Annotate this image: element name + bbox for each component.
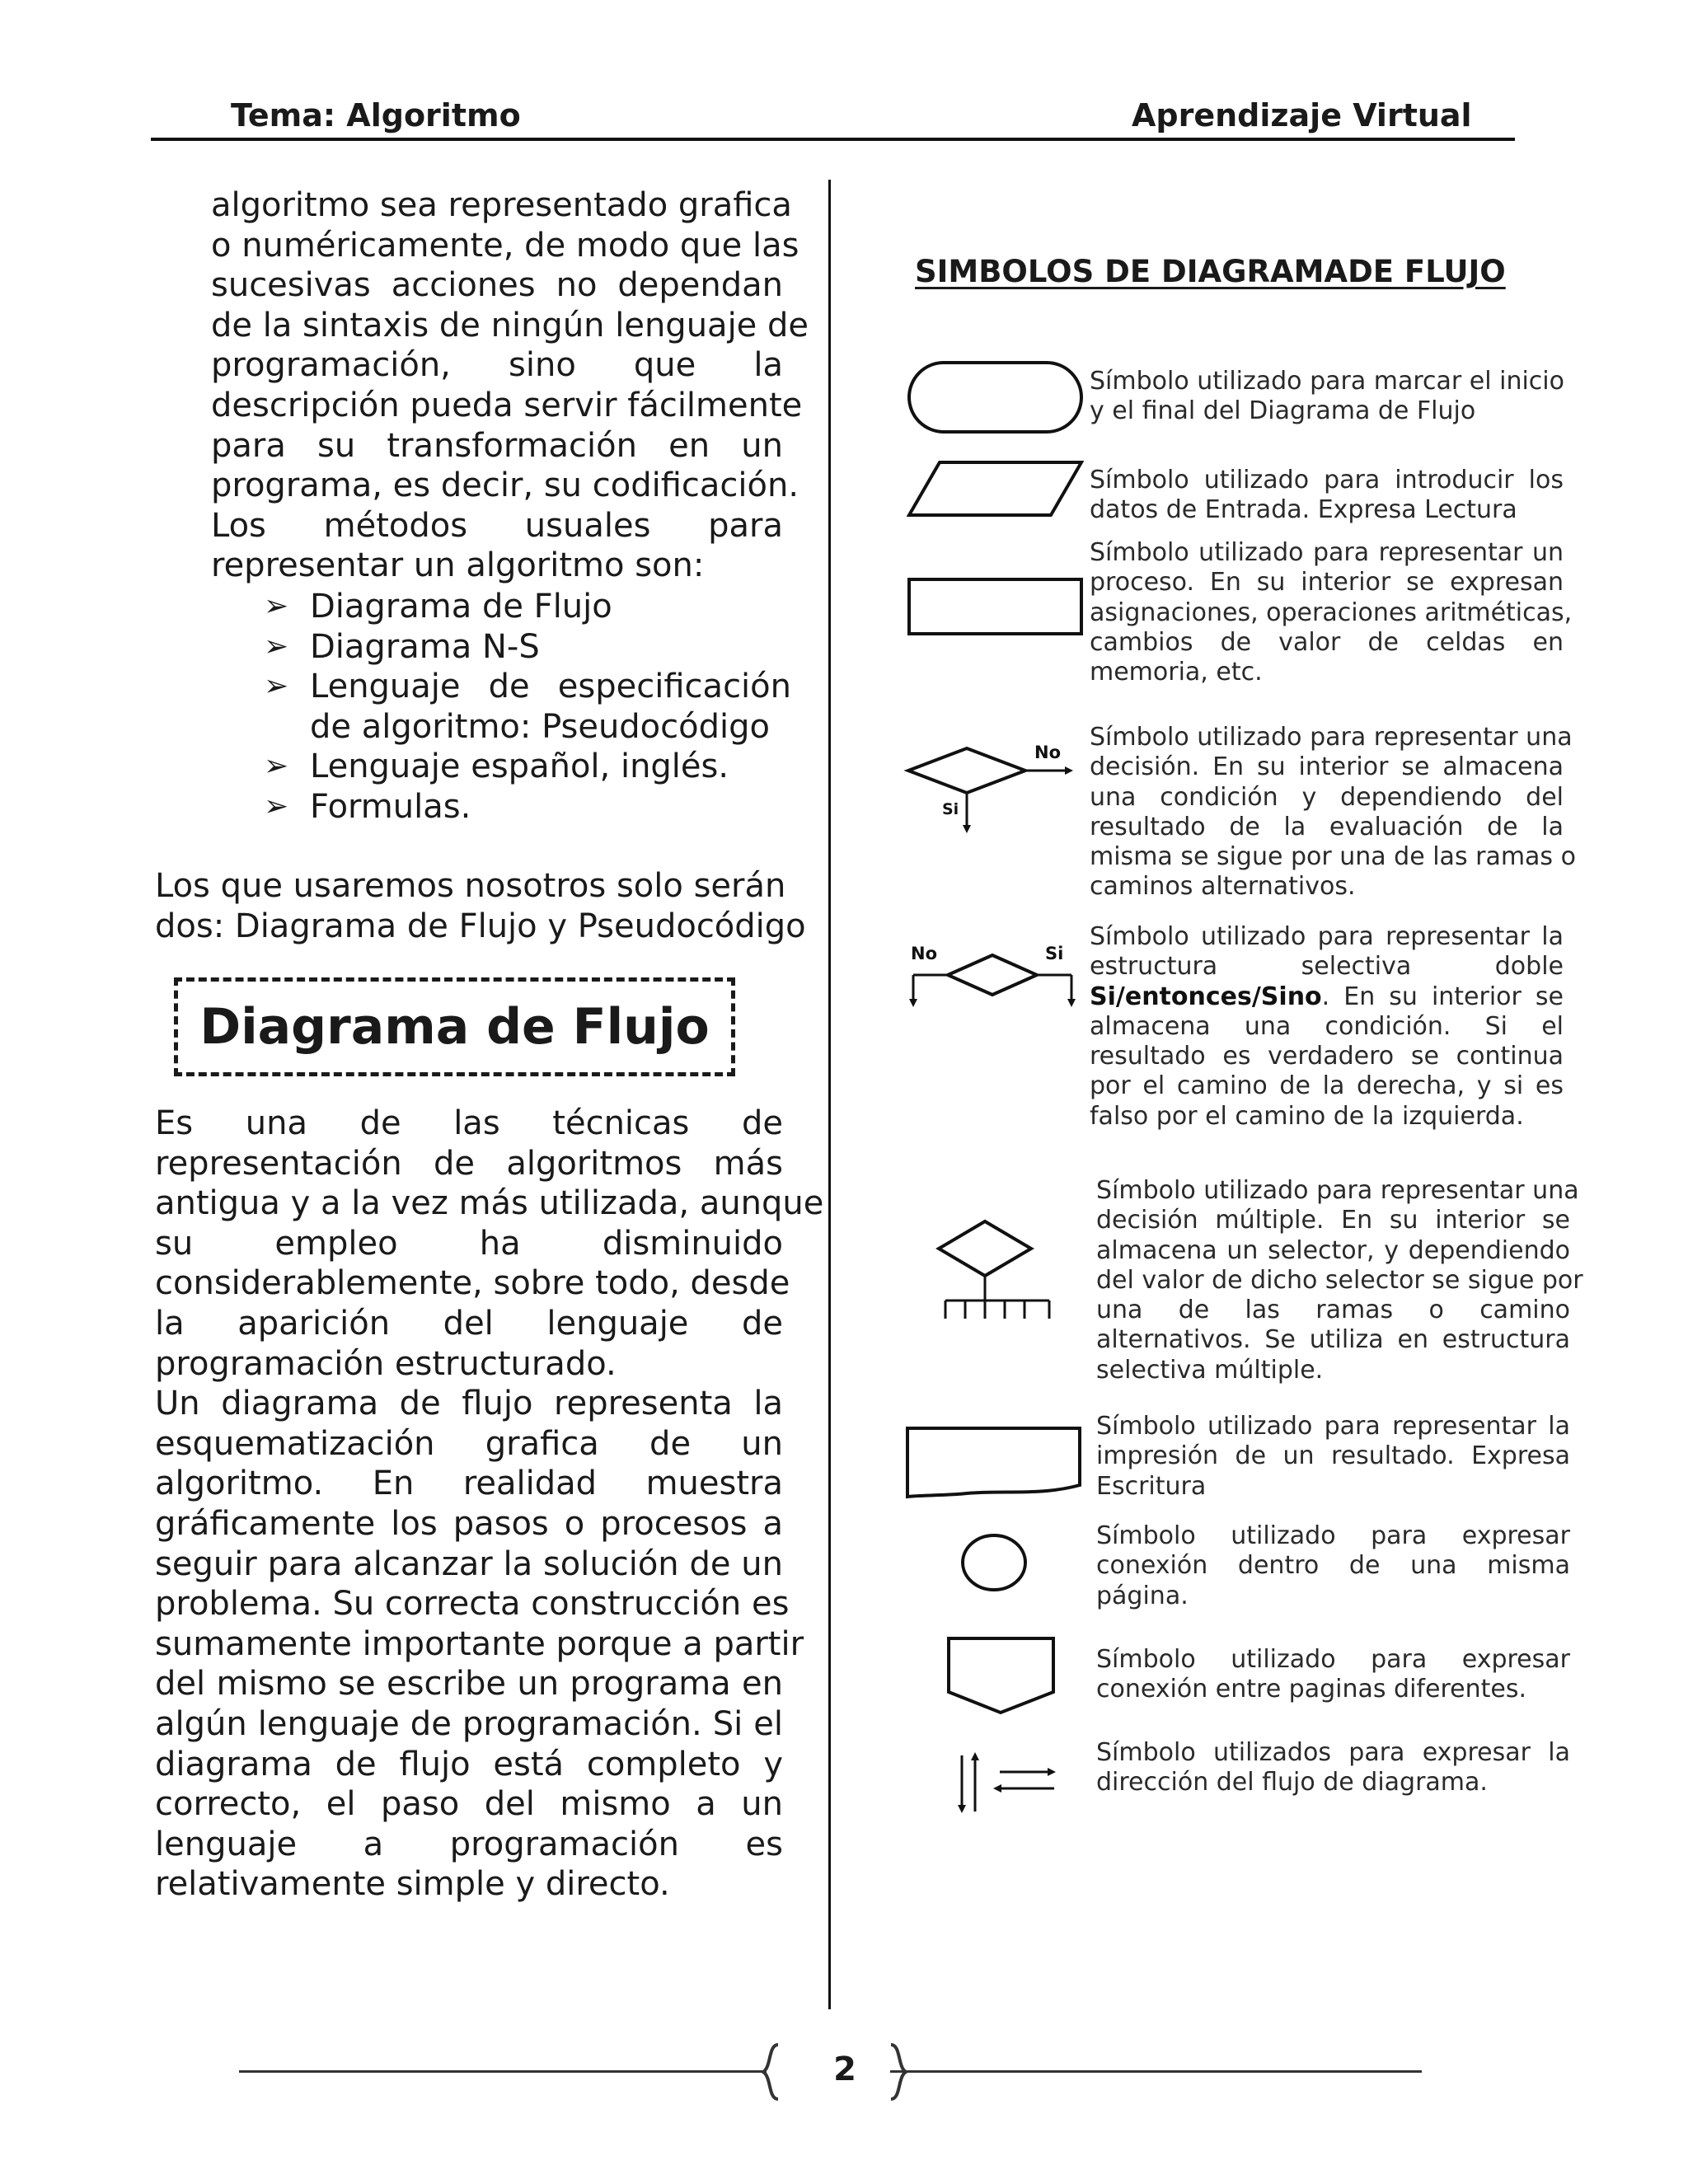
list-item: ➢ Lenguaje español, inglés. — [264, 748, 729, 786]
input-description: Símbolo utilizado para introducir los datos de Entrada. Expresa Lectura — [1090, 466, 1564, 525]
text-line: seguir para alcanzar la solución de un — [155, 1544, 783, 1583]
offpage-description: Símbolo utilizado para expresar conexión entre paginas diferentes. — [1096, 1645, 1570, 1704]
arrow-bullet-icon: ➢ — [264, 589, 289, 623]
multiple-decision-symbol-icon — [935, 1215, 1059, 1326]
text-line: de la sintaxis de ningún lenguaje de — [211, 306, 809, 344]
arrow-bullet-icon: ➢ — [264, 669, 289, 704]
text-line: diagrama de flujo está completo y — [155, 1745, 783, 1783]
text-line: para su transformación en un — [211, 426, 783, 465]
arrow-bullet-icon: ➢ — [264, 629, 289, 663]
footer-rule-left — [239, 2070, 767, 2073]
text-line: relativamente simple y directo. — [155, 1865, 670, 1904]
text-line: del mismo se escribe un programa en — [155, 1665, 783, 1704]
connector-description: Símbolo utilizado para expresar conexión dentro de una misma página. — [1096, 1521, 1570, 1610]
list-item: ➢ Lenguaje de especificación — [264, 668, 791, 706]
text-line: Los que usaremos nosotros solo serán — [155, 867, 786, 905]
left-brace-icon — [758, 2042, 783, 2102]
offpage-connector-symbol-icon — [946, 1636, 1057, 1718]
terminal-description: Símbolo utilizado para marcar el inicio y el final del Diagrama de Flujo — [1090, 367, 1564, 426]
svg-text:Si: Si — [942, 800, 959, 818]
text-line: antigua y a la vez más utilizada, aunque — [155, 1184, 824, 1223]
text-line: programación, sino que la — [211, 346, 783, 385]
text-line: algoritmo. En realidad muestra — [155, 1465, 783, 1503]
svg-text:No: No — [1034, 743, 1062, 762]
text-line: su empleo ha disminuido — [155, 1224, 783, 1263]
decision-symbol-icon — [903, 738, 1080, 837]
column-divider — [828, 180, 831, 2009]
output-symbol-icon — [905, 1426, 1082, 1500]
text-line: Es una de las técnicas de — [155, 1104, 783, 1142]
arrow-bullet-icon: ➢ — [264, 789, 289, 823]
text-line: programa, es decir, su codificación. — [211, 466, 799, 505]
text-line: dos: Diagrama de Flujo y Pseudocódigo — [155, 907, 806, 945]
section-title: Diagrama de Flujo — [174, 977, 735, 1076]
text-line: correcto, el paso del mismo a un — [155, 1785, 783, 1824]
double-selective-description: Símbolo utilizado para representar la estructura selectiva doble Si/entonces/Sino. En su interior se almacena una condición. Si el resultado es verdadero se continua por el camino de la derecha, y si es falso por el camino de la izquierda. — [1090, 922, 1564, 1131]
footer-rule-right — [890, 2070, 1422, 2073]
text-line: sucesivas acciones no dependan — [211, 266, 783, 305]
text-line: representación de algoritmos más — [155, 1144, 783, 1183]
bold-keyword: Si/entonces/Sino — [1090, 982, 1322, 1011]
process-symbol-icon — [907, 577, 1084, 636]
text-line: Los métodos usuales para — [211, 506, 783, 545]
description-paragraph — [155, 1104, 824, 1905]
text-line: o numéricamente, de modo que las — [211, 226, 799, 265]
right-brace-icon — [886, 2042, 911, 2102]
text-line: descripción pueda servir fácilmente — [211, 386, 803, 424]
text-line: la aparición del lenguaje de — [155, 1304, 783, 1343]
text-line: considerablemente, sobre todo, desde — [155, 1264, 790, 1303]
flow-direction-symbol-icon — [952, 1747, 1059, 1817]
text-line: representar un algoritmo son: — [211, 546, 705, 585]
page-number: 2 — [833, 2050, 856, 2088]
text-line: sumamente importante porque a partir — [155, 1624, 804, 1663]
text-line: gráficamente los pasos o procesos a — [155, 1504, 783, 1543]
double-selective-symbol-icon — [907, 941, 1080, 1015]
usage-paragraph — [155, 866, 806, 946]
text-line: programación estructurado. — [155, 1344, 617, 1383]
arrow-bullet-icon: ➢ — [264, 749, 289, 784]
multiple-decision-description: Símbolo utilizado para representar una decisión múltiple. En su interior se almacena un selector, y dependiendo del valor de dicho selector se sigue por una de las ramas o camino alternativos. Se utiliza en estructura selectiva múltiple. — [1096, 1176, 1583, 1385]
flow-description: Símbolo utilizados para expresar la dirección del flujo de diagrama. — [1096, 1738, 1570, 1797]
list-item: ➢ Diagrama N-S — [264, 627, 540, 666]
text-line: Un diagrama de flujo representa la — [155, 1385, 783, 1423]
terminal-symbol-icon — [907, 360, 1084, 434]
process-description: Símbolo utilizado para representar un proceso. En su interior se expresan asignaciones, operaciones aritméticas, cambios de valor de celdas en memoria, etc. — [1090, 538, 1573, 687]
svg-text:Si: Si — [1045, 944, 1064, 963]
text-line: algoritmo sea representado grafica — [211, 186, 792, 224]
input-symbol-icon — [907, 460, 1084, 518]
output-description: Símbolo utilizado para representar la impresión de un resultado. Expresa Escritura — [1096, 1412, 1570, 1501]
decision-description: Símbolo utilizado para representar una decisión. En su interior se almacena una condición y dependiendo del resultado de la evaluación de la misma se sigue por una de las ramas o caminos alternativos. — [1090, 723, 1576, 902]
list-item: ➢ Diagrama de Flujo — [264, 588, 612, 626]
list-item: ➢ Formulas. — [264, 787, 471, 826]
connector-symbol-icon — [959, 1533, 1033, 1595]
methods-list — [264, 587, 791, 827]
text-line: esquematización grafica de un — [155, 1424, 783, 1463]
header-course: Aprendizaje Virtual — [1132, 97, 1472, 134]
intro-paragraph — [211, 185, 809, 586]
text-line: problema. Su correcta construcción es — [155, 1585, 790, 1624]
text-line: algún lenguaje de programación. Si el — [155, 1704, 783, 1743]
svg-text:No: No — [911, 944, 938, 963]
header-rule — [151, 138, 1515, 141]
header-topic: Tema: Algoritmo — [231, 97, 521, 134]
text-line: lenguaje a programación es — [155, 1825, 783, 1863]
symbols-title: SIMBOLOS DE DIAGRAMADE FLUJO — [915, 254, 1506, 289]
list-item-continuation: de algoritmo: Pseudocódigo — [310, 707, 770, 746]
